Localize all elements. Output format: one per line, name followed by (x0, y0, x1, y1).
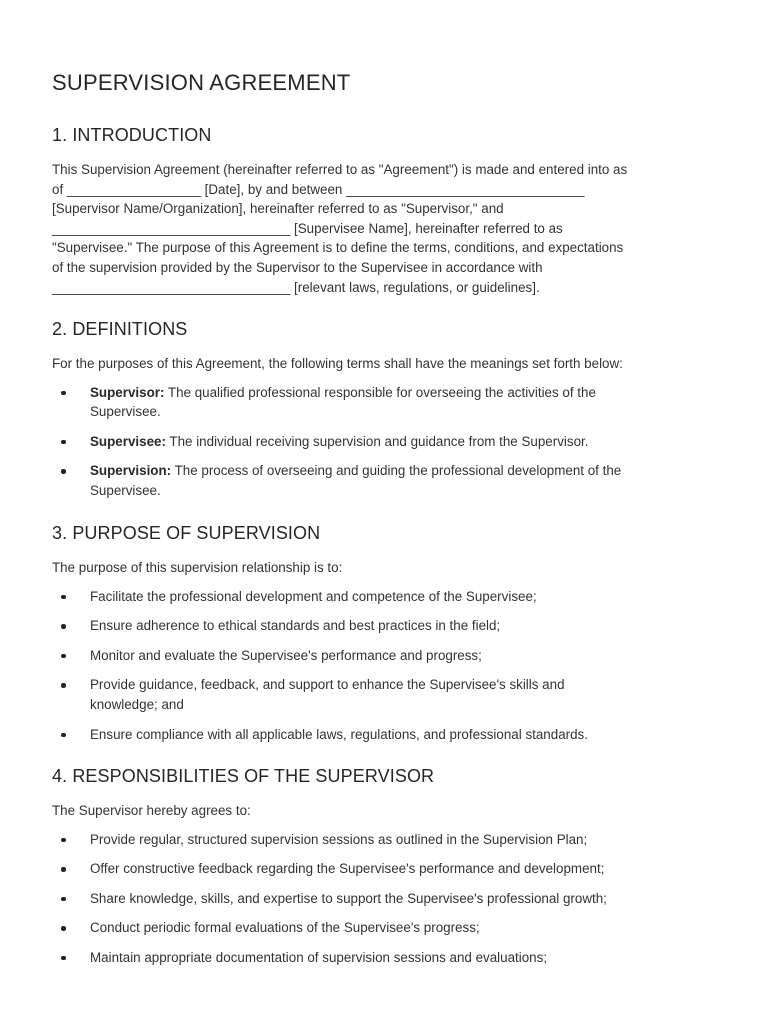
list-item (52, 383, 722, 422)
list-item (52, 587, 722, 607)
bullet-icon (61, 624, 66, 629)
bullet-icon (61, 733, 66, 738)
bullet-icon (61, 956, 66, 961)
purpose-list (52, 587, 722, 745)
bullet-icon (61, 867, 66, 872)
section-purpose (52, 523, 722, 744)
bullet-icon (61, 897, 66, 902)
list-item-text-cont: knowledge; and (90, 696, 184, 712)
definition-text: The individual receiving supervision and guidance from the Supervisor. (165, 433, 589, 449)
section-heading: 4. RESPONSIBILITIES OF THE SUPERVISOR (52, 766, 435, 786)
list-item-text: Offer constructive feedback regarding the Supervisee's performance and development; (90, 861, 605, 877)
section-intro: For the purposes of this Agreement, the following terms shall have the meanings set forth below: (52, 356, 623, 371)
responsibilities-list (52, 830, 722, 968)
paragraph-line: of the supervision provided by the Supervisor to the Supervisee in accordance with (52, 259, 543, 275)
list-item-text: Provide guidance, feedback, and support to enhance the Supervisee's skills and (90, 677, 565, 693)
definition-text: The qualified professional responsible for overseeing the activities of the (164, 384, 596, 400)
definition-text-cont: Supervisee. (90, 482, 161, 498)
list-item (52, 948, 722, 968)
definitions-list (52, 383, 722, 501)
definition-term: Supervisee: (90, 433, 166, 449)
section-intro: The purpose of this supervision relationship is to: (52, 560, 343, 575)
list-item (52, 461, 722, 500)
section-intro: The Supervisor hereby agrees to: (52, 803, 251, 818)
section-introduction (52, 125, 722, 297)
list-item (52, 616, 722, 636)
paragraph-line: This Supervision Agreement (hereinafter referred to as "Agreement") is made and entered into as (52, 162, 628, 177)
list-item-text: Provide regular, structured supervision sessions as outlined in the Supervision Plan; (90, 831, 588, 847)
list-item (52, 725, 722, 745)
definition-term: Supervisor: (90, 384, 165, 400)
list-item-text: Maintain appropriate documentation of supervision sessions and evaluations; (90, 949, 548, 965)
paragraph-line: [Supervisor Name/Organization], hereinafter referred to as "Supervisor," and (52, 201, 504, 217)
introduction-paragraph (52, 160, 722, 297)
section-heading: 3. PURPOSE OF SUPERVISION (52, 523, 321, 543)
list-item (52, 918, 722, 938)
list-item (52, 432, 722, 452)
bullet-icon (61, 391, 66, 396)
list-item-text: Ensure adherence to ethical standards and best practices in the field; (90, 618, 501, 634)
bullet-icon (61, 654, 66, 659)
paragraph-line: "Supervisee." The purpose of this Agreement is to define the terms, conditions, and expectations (52, 240, 624, 256)
section-heading: 1. INTRODUCTION (52, 125, 212, 145)
list-item-text: Share knowledge, skills, and expertise to support the Supervisee's professional growth; (90, 890, 607, 906)
list-item (52, 889, 722, 909)
paragraph-line: ________________________________ [relevant laws, regulations, or guidelines]. (52, 279, 540, 295)
bullet-icon (61, 440, 66, 445)
bullet-icon (61, 469, 66, 474)
list-item-text: Conduct periodic formal evaluations of the Supervisee's progress; (90, 920, 480, 936)
bullet-icon (61, 683, 66, 688)
definition-term: Supervision: (90, 463, 172, 479)
bullet-icon (61, 838, 66, 843)
list-item-text: Ensure compliance with all applicable laws, regulations, and professional standards. (90, 726, 588, 742)
list-item (52, 830, 722, 850)
paragraph-line: ________________________________ [Supervisee Name], hereinafter referred to as (52, 220, 563, 236)
list-item-text: Facilitate the professional development and competence of the Supervisee; (90, 588, 537, 604)
definition-text-cont: Supervisee. (90, 404, 161, 420)
list-item-text: Monitor and evaluate the Supervisee's performance and progress; (90, 647, 482, 663)
paragraph-line: of __________________ [Date], by and between ________________________________ (52, 181, 585, 197)
section-definitions (52, 319, 722, 501)
bullet-icon (61, 926, 66, 931)
section-supervisor-responsibilities (52, 766, 722, 968)
list-item (52, 646, 722, 666)
definition-text: The process of overseeing and guiding the professional development of the (171, 463, 622, 479)
section-heading: 2. DEFINITIONS (52, 319, 188, 339)
list-item (52, 859, 722, 879)
document-title: SUPERVISION AGREEMENT (52, 70, 351, 95)
list-item (52, 675, 722, 714)
bullet-icon (61, 595, 66, 600)
